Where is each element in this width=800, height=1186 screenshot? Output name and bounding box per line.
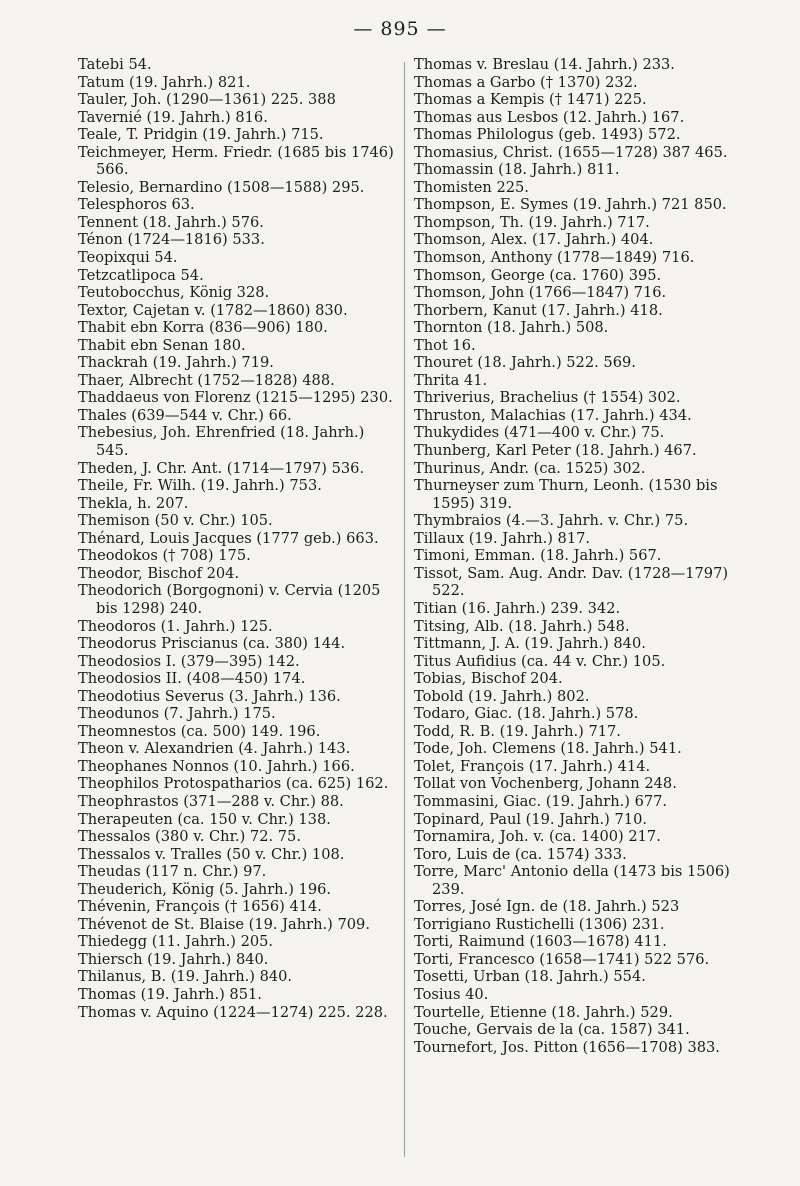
index-entry: Thomasius, Christ. (1655—1728) 387 465.	[414, 143, 728, 161]
index-entry: Thabit ebn Korra (836—906) 180.	[78, 319, 328, 337]
index-entry: Thomson, George (ca. 1760) 395.	[414, 266, 662, 284]
index-entry: Themison (50 v. Chr.) 105.	[78, 512, 273, 530]
index-entry: Thymbraios (4.—3. Jahrh. v. Chr.) 75.	[414, 512, 689, 530]
index-entry: Tobias, Bischof 204.	[414, 670, 563, 688]
index-entry: Theden, J. Chr. Ant. (1714—1797) 536.	[78, 459, 365, 477]
index-entry: Todaro, Giac. (18. Jahrh.) 578.	[414, 705, 639, 723]
index-entry: Thebesius, Joh. Ehrenfried (18. Jahrh.) 545.	[78, 424, 365, 460]
index-entry: Thiersch (19. Jahrh.) 840.	[78, 950, 269, 968]
index-entry: Thénard, Louis Jacques (1777 geb.) 663.	[78, 529, 379, 547]
index-entry: Thomas Philologus (geb. 1493) 572.	[414, 126, 681, 144]
index-entry: Thales (639—544 v. Chr.) 66.	[78, 406, 292, 424]
index-entry: Tosius 40.	[414, 985, 489, 1003]
index-entry: Thévenin, François († 1656) 414.	[78, 898, 322, 916]
index-entry: Theodoros (1. Jahrh.) 125.	[78, 617, 273, 635]
index-entry: Thekla, h. 207.	[78, 494, 189, 512]
index-entry: Torti, Francesco (1658—1741) 522 576.	[414, 950, 710, 968]
index-entry: Tobold (19. Jahrh.) 802.	[414, 687, 590, 705]
index-entry: Theodunos (7. Jahrh.) 175.	[78, 705, 276, 723]
index-entry: Teutobocchus, König 328.	[78, 284, 270, 302]
index-entry: Thriverius, Brachelius († 1554) 302.	[414, 389, 681, 407]
page-number: — 895 —	[353, 18, 447, 40]
index-entry: Therapeuten (ca. 150 v. Chr.) 138.	[78, 810, 331, 828]
index-entry: Tatebi 54.	[78, 56, 152, 73]
index-entry: Thomisten 225.	[414, 178, 529, 196]
index-entry: Ténon (1724—1816) 533.	[78, 231, 265, 249]
index-column-right	[414, 56, 732, 1056]
index-entry: Thomas a Garbo († 1370) 232.	[414, 73, 638, 91]
index-column-left	[78, 56, 396, 1021]
index-entry: Thiedegg (11. Jahrh.) 205.	[78, 933, 274, 951]
index-entry: Thaer, Albrecht (1752—1828) 488.	[78, 371, 335, 389]
index-entry: Tolet, François (17. Jahrh.) 414.	[414, 757, 651, 775]
index-entry: Thessalos (380 v. Chr.) 72. 75.	[78, 828, 301, 846]
index-entry: Theodosios II. (408—450) 174.	[78, 670, 306, 688]
index-entry: Tornamira, Joh. v. (ca. 1400) 217.	[414, 828, 661, 846]
index-entry: Thomson, Anthony (1778—1849) 716.	[414, 249, 695, 267]
index-entry: Thornton (18. Jahrh.) 508.	[414, 319, 609, 337]
index-entry: Toro, Luis de (ca. 1574) 333.	[414, 845, 627, 863]
index-entry: Thévenot de St. Blaise (19. Jahrh.) 709.	[78, 915, 370, 933]
index-entry: Thompson, E. Symes (19. Jahrh.) 721 850.	[414, 196, 727, 214]
index-entry: Thorbern, Kanut (17. Jahrh.) 418.	[414, 301, 663, 319]
index-entry: Theudas (117 n. Chr.) 97.	[78, 863, 267, 881]
index-entry: Thot 16.	[414, 336, 476, 354]
index-entry: Thabit ebn Senan 180.	[78, 336, 246, 354]
index-entry: Todd, R. B. (19. Jahrh.) 717.	[414, 722, 621, 740]
index-entry: Theile, Fr. Wilh. (19. Jahrh.) 753.	[78, 477, 322, 495]
index-entry: Thomassin (18. Jahrh.) 811.	[414, 161, 620, 179]
index-entry: Theomnestos (ca. 500) 149. 196.	[78, 722, 321, 740]
index-entry: Tetzcatlipoca 54.	[78, 266, 204, 284]
index-entry: Teale, T. Pridgin (19. Jahrh.) 715.	[78, 126, 324, 144]
index-entry: Theodor, Bischof 204.	[78, 564, 240, 582]
index-entry: Tauler, Joh. (1290—1361) 225. 388	[78, 91, 336, 109]
index-entry: Theophilos Protospatharios (ca. 625) 162.	[78, 775, 389, 793]
index-entry: Tosetti, Urban (18. Jahrh.) 554.	[414, 968, 646, 986]
index-entry: Thompson, Th. (19. Jahrh.) 717.	[414, 213, 650, 231]
index-entry: Thomas v. Breslau (14. Jahrh.) 233.	[414, 56, 675, 73]
index-entry: Thukydides (471—400 v. Chr.) 75.	[414, 424, 665, 442]
index-entry: Tommasini, Giac. (19. Jahrh.) 677.	[414, 792, 668, 810]
index-entry: Titsing, Alb. (18. Jahrh.) 548.	[414, 617, 630, 635]
index-entry: Tittmann, J. A. (19. Jahrh.) 840.	[414, 635, 646, 653]
index-entry: Thomson, Alex. (17. Jahrh.) 404.	[414, 231, 654, 249]
index-entry: Tollat von Vochenberg, Johann 248.	[414, 775, 677, 793]
index-entry: Thomas (19. Jahrh.) 851.	[78, 985, 262, 1003]
index-entry: Touche, Gervais de la (ca. 1587) 341.	[414, 1021, 690, 1039]
index-entry: Theophanes Nonnos (10. Jahrh.) 166.	[78, 757, 355, 775]
index-entry: Theodosios I. (379—395) 142.	[78, 652, 300, 670]
index-entry: Tode, Joh. Clemens (18. Jahrh.) 541.	[414, 740, 682, 758]
index-entry: Thilanus, B. (19. Jahrh.) 840.	[78, 968, 293, 986]
index-entry: Thaddaeus von Florenz (1215—1295) 230.	[78, 389, 393, 407]
index-entry: Tennent (18. Jahrh.) 576.	[78, 213, 264, 231]
index-entry: Thunberg, Karl Peter (18. Jahrh.) 467.	[414, 442, 697, 460]
index-entry: Timoni, Emman. (18. Jahrh.) 567.	[414, 547, 662, 565]
index-entry: Thessalos v. Tralles (50 v. Chr.) 108.	[78, 845, 345, 863]
index-entry: Thomas a Kempis († 1471) 225.	[414, 91, 647, 109]
index-entry: Textor, Cajetan v. (1782—1860) 830.	[78, 301, 348, 319]
index-entry: Titian (16. Jahrh.) 239. 342.	[414, 599, 621, 617]
index-entry: Telesphoros 63.	[78, 196, 195, 214]
index-entry: Torre, Marc' Antonio della (1473 bis 1506) 239.	[414, 863, 730, 898]
column-divider	[404, 62, 405, 1157]
index-entry: Torres, José Ign. de (18. Jahrh.) 523	[414, 898, 680, 916]
index-entry: Tissot, Sam. Aug. Andr. Dav. (1728—1797) 522.	[414, 564, 729, 600]
index-entry: Thurneyser zum Thurn, Leonh. (1530 bis 1595) 319.	[414, 477, 718, 512]
index-entry: Thrita 41.	[414, 371, 488, 389]
index-entry: Thomas aus Lesbos (12. Jahrh.) 167.	[414, 108, 685, 126]
index-entry: Tatum (19. Jahrh.) 821.	[78, 73, 251, 91]
index-entry: Theophrastos (371—288 v. Chr.) 88.	[78, 792, 344, 810]
index-entry: Thruston, Malachias (17. Jahrh.) 434.	[414, 406, 692, 424]
index-entry: Telesio, Bernardino (1508—1588) 295.	[78, 178, 365, 196]
index-entry: Theodorich (Borgognoni) v. Cervia (1205 bis 1298) 240.	[78, 582, 381, 617]
index-entry: Theodorus Priscianus (ca. 380) 144.	[78, 635, 346, 653]
index-entry: Theon v. Alexandrien (4. Jahrh.) 143.	[78, 740, 351, 758]
index-entry: Theuderich, König (5. Jahrh.) 196.	[78, 880, 332, 898]
index-entry: Titus Aufidius (ca. 44 v. Chr.) 105.	[414, 652, 666, 670]
index-entry: Torti, Raimund (1603—1678) 411.	[414, 933, 667, 951]
index-entry: Tourtelle, Etienne (18. Jahrh.) 529.	[414, 1003, 673, 1021]
index-entry: Theodokos († 708) 175.	[78, 547, 251, 565]
index-entry: Thomas v. Aquino (1224—1274) 225. 228.	[78, 1003, 388, 1021]
index-entry: Thomson, John (1766—1847) 716.	[414, 284, 667, 302]
index-entry: Teopixqui 54.	[78, 249, 178, 267]
index-entry: Theodotius Severus (3. Jahrh.) 136.	[78, 687, 341, 705]
index-entry: Torrigiano Rustichelli (1306) 231.	[414, 915, 665, 933]
index-entry: Thurinus, Andr. (ca. 1525) 302.	[414, 459, 646, 477]
index-entry: Topinard, Paul (19. Jahrh.) 710.	[414, 810, 647, 828]
index-entry: Tillaux (19. Jahrh.) 817.	[414, 529, 591, 547]
index-entry: Teichmeyer, Herm. Friedr. (1685 bis 1746) 566.	[78, 143, 394, 179]
index-entry: Tavernié (19. Jahrh.) 816.	[78, 108, 268, 126]
index-entry: Thouret (18. Jahrh.) 522. 569.	[414, 354, 636, 372]
index-entry: Tournefort, Jos. Pitton (1656—1708) 383.	[414, 1038, 720, 1056]
index-entry: Thackrah (19. Jahrh.) 719.	[78, 354, 274, 372]
